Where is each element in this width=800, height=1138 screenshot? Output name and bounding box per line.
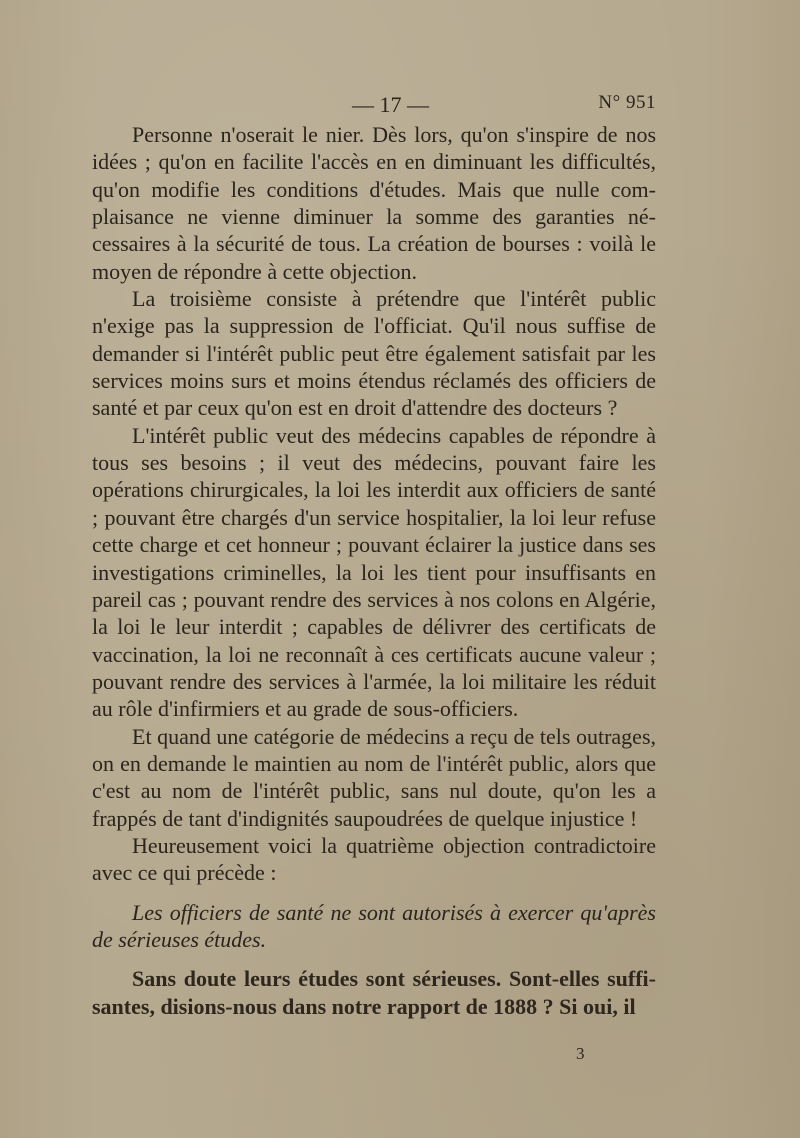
page-header [92,92,656,122]
paragraph-2: La troisième consiste à prétendre que l'intérêt public n'exige pas la suppression de l'officiat. Qu'il nous suffise de demander si l'intérêt public peut être également satisfait par les services moins surs et moins étendus réclamés des officiers de santé et par ceux qu'on est en droit d'attendre des docteurs ? [92,286,656,421]
paragraph-1: Personne n'oserait le nier. Dès lors, qu'on s'inspire de nos idées ; qu'on en facilite l'accès en en diminuant les difficultés, qu'on modifie les conditions d'études. Mais que nulle complaisance ne vienne diminuer la somme des garanties nécessaires à la sécurité de tous. La création de bourses : voilà le moyen de répondre à cette objection. [92,122,656,284]
italic-quote: Les officiers de santé ne sont autorisés à exercer qu'après de sérieuses études. [92,899,656,952]
paragraph-6: Sans doute leurs études sont sérieuses. Sont-elles suffisantes, disions-nous dans notre rapport de 1888 ? Si oui, il [92,966,656,1019]
signature-mark: 3 [576,1044,585,1063]
paragraph-4: Et quand une catégorie de médecins a reçu de tels outrages, on en demande le maintien au nom de l'intérêt public, alors que c'est au nom de l'intérêt public, sans nul doute, qu'on les a frappés de tant d'indignités saupoudrées de quelque injustice ! [92,723,656,831]
document-number: N° 951 [598,92,656,113]
paragraph-5: Heureusement voici la quatrième objection contradictoire avec ce qui précède : [92,832,656,886]
paragraph-3: L'intérêt public veut des médecins capables de répondre à tous ses besoins ; il veut des médecins, pouvant faire les opérations chirurgicales, la loi les interdit aux officiers de santé ; pouvant être chargés d'un service hospitalier, la loi leur refuse cette charge et cet honneur ; pouvant éclairer la justice dans ses investigations criminelles, la loi les tient pour insuffisants en pareil cas ; pouvant rendre des services à nos colons en Algérie, la loi le leur interdit ; capables de délivrer des certificats de vaccination, la loi ne reconnaît à ces certificats aucune valeur ; pouvant rendre des services à l'armée, la loi militaire les réduit au rôle d'infirmiers et au grade de sous-officiers. [92,422,656,722]
page-number: — 17 — [352,92,429,117]
body-text [92,121,656,1020]
